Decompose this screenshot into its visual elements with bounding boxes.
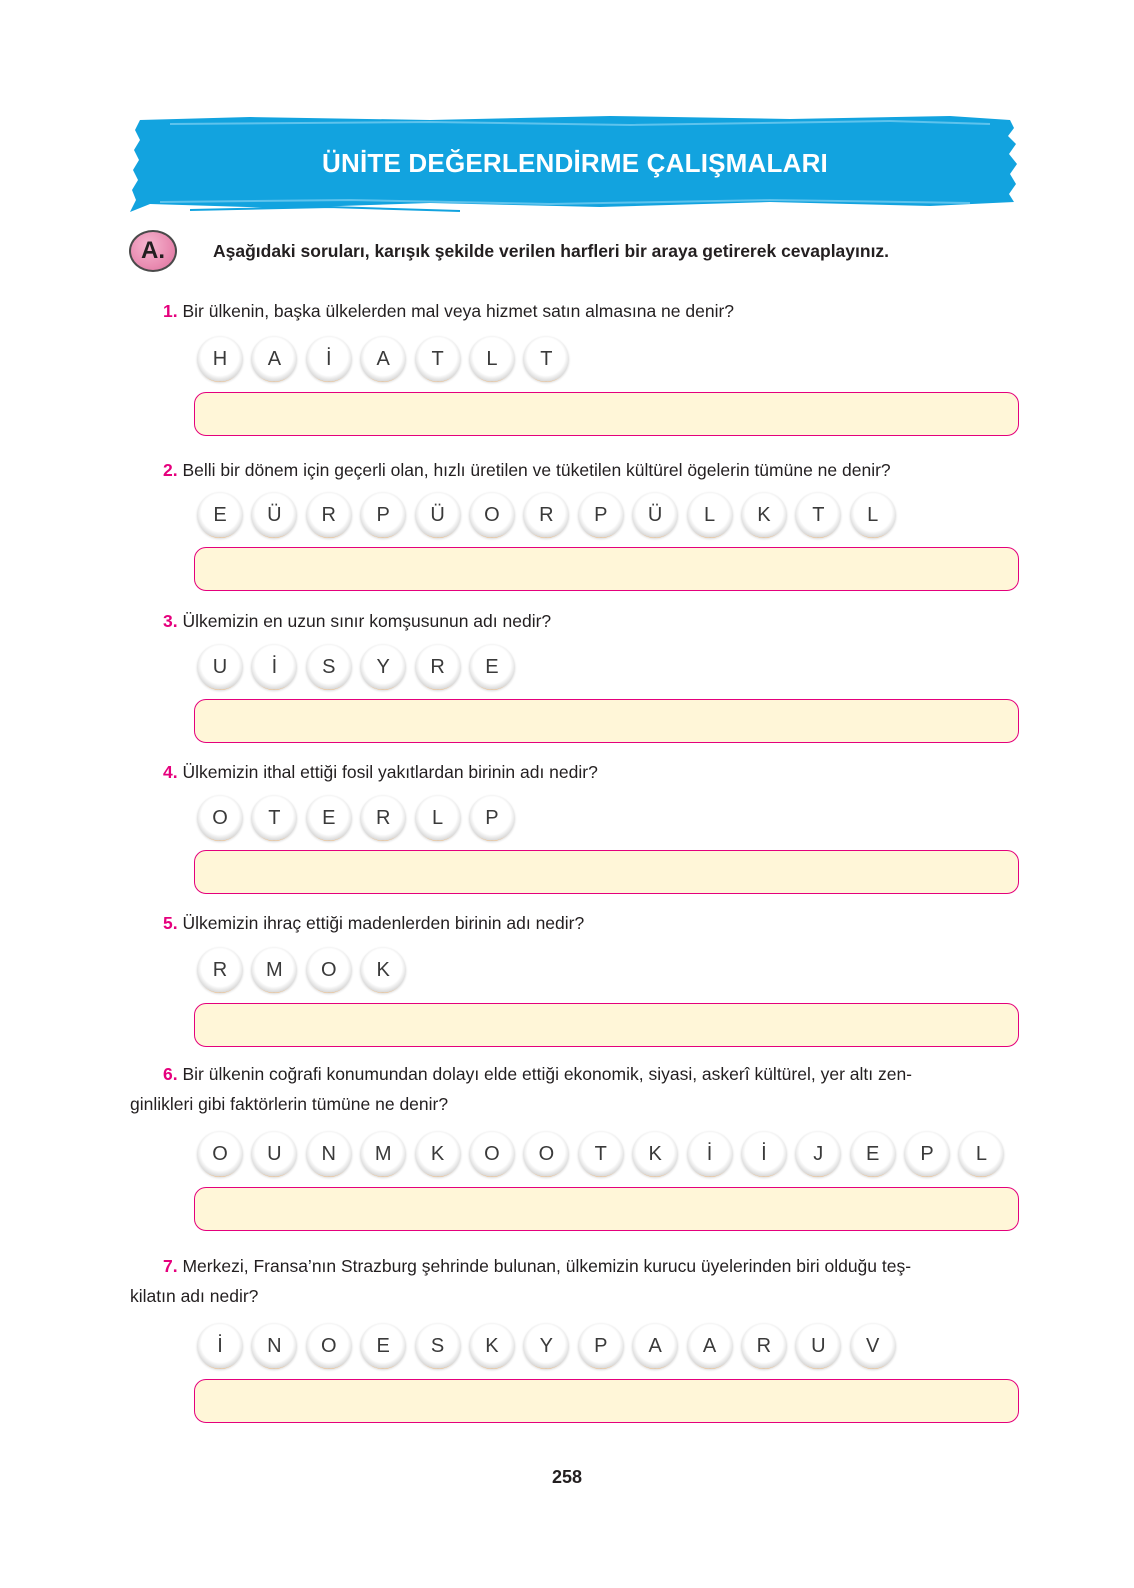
letter-tile: İ [741, 1131, 787, 1177]
letter-tile: R [415, 644, 461, 690]
letter-tile: U [251, 1131, 297, 1177]
letter-tile: O [469, 1131, 515, 1177]
letter-tile: R [523, 492, 569, 538]
letter-tile: E [850, 1131, 896, 1177]
question-number: 1. [163, 301, 178, 321]
question-line-1 [130, 1059, 1020, 1089]
letter-tile: Y [523, 1323, 569, 1369]
question-7 [130, 1251, 1020, 1311]
letter-tiles-1 [197, 336, 578, 382]
question-text: Bir ülkenin coğrafi konumundan dolayı elde ettiği ekonomik, siyasi, askerî kültürel, yer altı zen- [182, 1064, 913, 1084]
letter-tiles-7 [197, 1323, 904, 1369]
letter-tile: K [360, 947, 406, 993]
letter-tile: E [360, 1323, 406, 1369]
letter-tile: N [306, 1131, 352, 1177]
letter-tile: A [632, 1323, 678, 1369]
answer-box-4[interactable] [194, 850, 1019, 894]
letter-tile: M [251, 947, 297, 993]
question-number: 6. [163, 1064, 178, 1084]
letter-tile: A [360, 336, 406, 382]
letter-tile: E [197, 492, 243, 538]
letter-tile: O [469, 492, 515, 538]
question-text: Ülkemizin en uzun sınır komşusunun adı nedir? [182, 611, 552, 631]
question-text: Bir ülkenin, başka ülkelerden mal veya hizmet satın almasına ne denir? [182, 301, 735, 321]
question-4 [130, 757, 1020, 787]
answer-box-3[interactable] [194, 699, 1019, 743]
question-number: 3. [163, 611, 178, 631]
question-5 [130, 908, 1020, 938]
letter-tile: H [197, 336, 243, 382]
letter-tile: T [795, 492, 841, 538]
letter-tile: T [523, 336, 569, 382]
letter-tile: L [415, 795, 461, 841]
answer-box-1[interactable] [194, 392, 1019, 436]
question-6 [130, 1059, 1020, 1119]
letter-tile: İ [251, 644, 297, 690]
letter-tile: U [795, 1323, 841, 1369]
letter-tile: Ü [251, 492, 297, 538]
section-instruction: Aşağıdaki soruları, karışık şekilde verilen harfleri bir araya getirerek cevaplayınız. [213, 241, 890, 261]
letter-tile: R [741, 1323, 787, 1369]
letter-tile: T [578, 1131, 624, 1177]
letter-tile: L [469, 336, 515, 382]
question-text: Belli bir dönem için geçerli olan, hızlı üretilen ve tüketilen kültürel ögelerin tümüne ne denir? [182, 460, 891, 480]
letter-tile: Ü [632, 492, 678, 538]
letter-tile: O [197, 795, 243, 841]
letter-tiles-5 [197, 947, 415, 993]
letter-tile: R [360, 795, 406, 841]
letter-tile: İ [687, 1131, 733, 1177]
letter-tile: P [469, 795, 515, 841]
letter-tile: V [850, 1323, 896, 1369]
letter-tile: A [251, 336, 297, 382]
letter-tile: U [197, 644, 243, 690]
letter-tiles-6 [197, 1131, 1013, 1177]
letter-tile: O [306, 1323, 352, 1369]
letter-tile: P [360, 492, 406, 538]
letter-tile: L [687, 492, 733, 538]
letter-tile: T [251, 795, 297, 841]
letter-tile: P [578, 1323, 624, 1369]
letter-tile: R [306, 492, 352, 538]
letter-tile: E [469, 644, 515, 690]
letter-tile: S [415, 1323, 461, 1369]
question-1 [130, 296, 1020, 326]
letter-tile: Y [360, 644, 406, 690]
letter-tile: K [469, 1323, 515, 1369]
page-title: ÜNİTE DEĞERLENDİRME ÇALIŞMALARI [322, 148, 828, 178]
letter-tile: İ [306, 336, 352, 382]
letter-tile: A [687, 1323, 733, 1369]
page-number: 258 [551, 1467, 583, 1487]
letter-tiles-3 [197, 644, 523, 690]
letter-tile: L [958, 1131, 1004, 1177]
answer-box-2[interactable] [194, 547, 1019, 591]
letter-tile: N [251, 1323, 297, 1369]
letter-tile: K [415, 1131, 461, 1177]
letter-tile: P [904, 1131, 950, 1177]
letter-tile: L [850, 492, 896, 538]
letter-tile: R [197, 947, 243, 993]
title-banner [130, 114, 1020, 216]
question-text-continued: kilatın adı nedir? [130, 1286, 259, 1306]
answer-box-6[interactable] [194, 1187, 1019, 1231]
letter-tile: O [306, 947, 352, 993]
question-text: Merkezi, Fransa’nın Strazburg şehrinde bulunan, ülkemizin kurucu üyelerinden biri olduğu teş- [182, 1256, 912, 1276]
question-number: 2. [163, 460, 178, 480]
question-2 [130, 455, 1020, 485]
letter-tile: M [360, 1131, 406, 1177]
letter-tile: O [523, 1131, 569, 1177]
section-badge: A. [129, 230, 177, 272]
answer-box-7[interactable] [194, 1379, 1019, 1423]
letter-tile: J [795, 1131, 841, 1177]
letter-tile: O [197, 1131, 243, 1177]
question-number: 5. [163, 913, 178, 933]
question-text-continued: ginlikleri gibi faktörlerin tümüne ne denir? [130, 1094, 449, 1114]
letter-tiles-2 [197, 492, 904, 538]
question-text: Ülkemizin ithal ettiği fosil yakıtlardan birinin adı nedir? [182, 762, 598, 782]
question-line-1 [130, 1251, 1020, 1281]
letter-tile: İ [197, 1323, 243, 1369]
letter-tile: K [632, 1131, 678, 1177]
letter-tile: K [741, 492, 787, 538]
letter-tile: Ü [415, 492, 461, 538]
letter-tile: T [415, 336, 461, 382]
letter-tile: P [578, 492, 624, 538]
answer-box-5[interactable] [194, 1003, 1019, 1047]
letter-tile: S [306, 644, 352, 690]
question-number: 7. [163, 1256, 178, 1276]
letter-tiles-4 [197, 795, 523, 841]
question-text: Ülkemizin ihraç ettiği madenlerden birinin adı nedir? [182, 913, 585, 933]
question-3 [130, 606, 1020, 636]
question-number: 4. [163, 762, 178, 782]
letter-tile: E [306, 795, 352, 841]
